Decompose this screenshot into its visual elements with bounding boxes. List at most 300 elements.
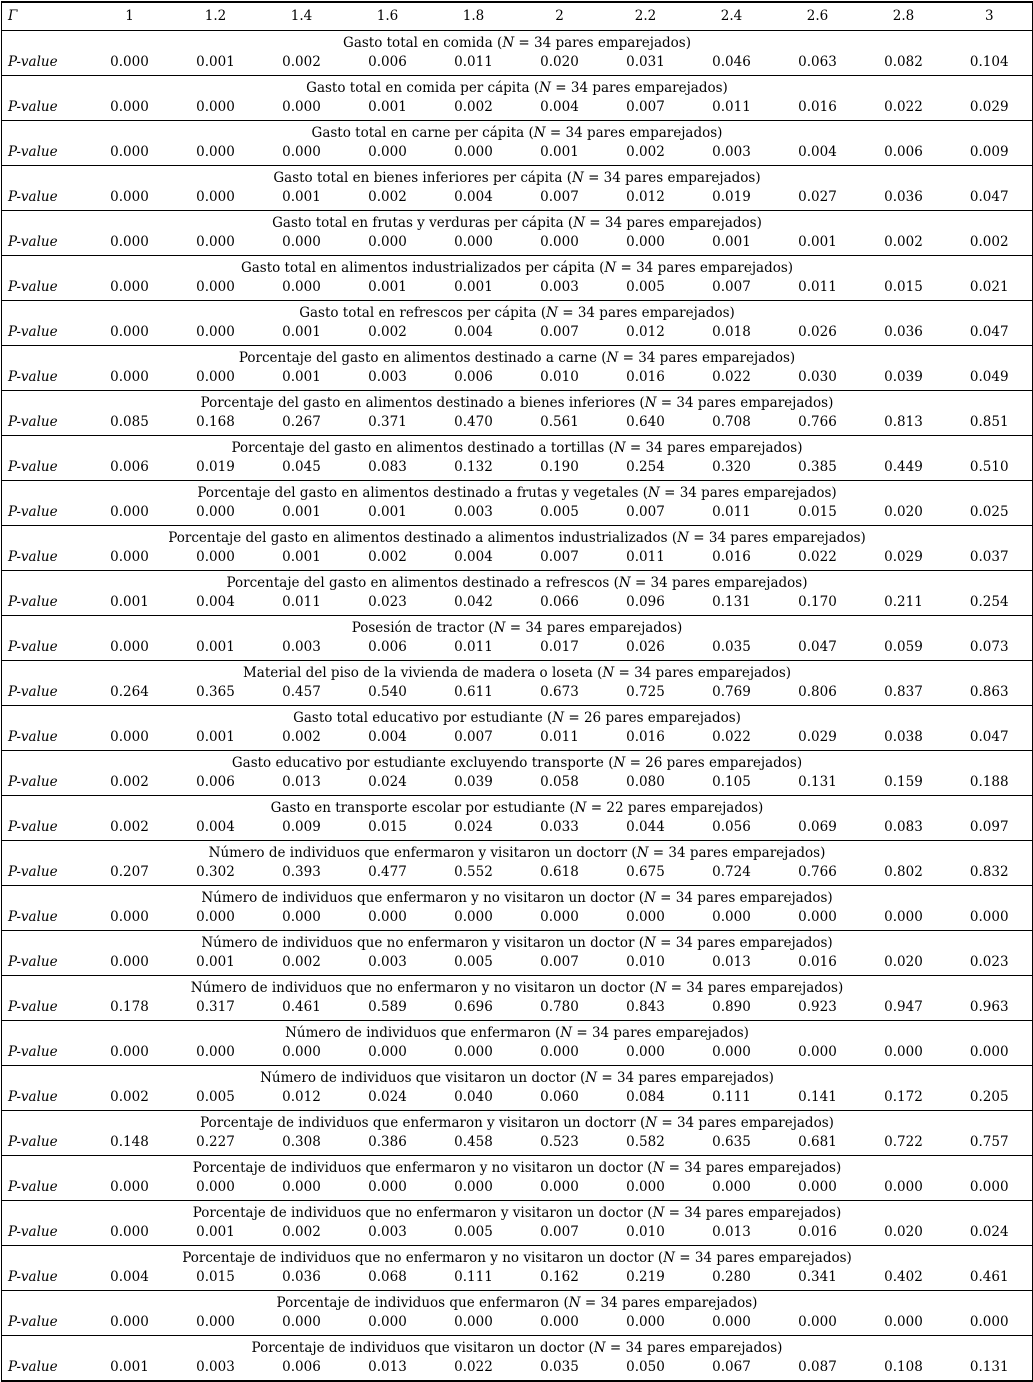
p-value-cell: 0.227 — [173, 1131, 259, 1156]
p-value-row — [2, 1086, 1033, 1111]
p-value-cell: 0.035 — [689, 636, 775, 661]
p-value-label: P-value — [2, 996, 87, 1021]
section-title-text: Gasto total en comida per cápita ( — [306, 80, 540, 96]
p-value-row — [2, 456, 1033, 481]
p-value-cell: 0.385 — [775, 456, 861, 481]
sample-size-symbol: N — [502, 35, 515, 51]
p-value-cell: 0.019 — [173, 456, 259, 481]
p-value-cell: 0.038 — [861, 726, 947, 751]
p-value-cell: 0.000 — [345, 231, 431, 256]
section-title — [2, 1156, 1033, 1177]
section-title — [2, 886, 1033, 907]
p-value-cell: 0.002 — [345, 321, 431, 346]
gamma-value: 1.4 — [259, 2, 345, 31]
p-value-cell: 0.000 — [173, 321, 259, 346]
section-title-text: Número de individuos que visitaron un doctor ( — [260, 1070, 586, 1086]
p-value-cell: 0.001 — [775, 231, 861, 256]
sample-size-symbol: N — [647, 485, 660, 501]
p-value-cell: 0.837 — [861, 681, 947, 706]
p-value-cell: 0.000 — [87, 51, 173, 76]
sample-size-text: = 34 pares emparejados) — [657, 1115, 834, 1131]
sample-size-text: = 34 pares emparejados) — [688, 530, 866, 546]
p-value-cell: 0.013 — [689, 1221, 775, 1246]
p-value-cell: 0.923 — [775, 996, 861, 1021]
p-value-cell: 0.111 — [689, 1086, 775, 1111]
p-value-cell: 0.010 — [603, 951, 689, 976]
p-value-cell: 0.016 — [603, 726, 689, 751]
p-value-cell: 0.019 — [689, 186, 775, 211]
p-value-cell: 0.003 — [259, 636, 345, 661]
sample-size-text: = 26 pares emparejados) — [625, 755, 803, 771]
p-value-cell: 0.000 — [775, 1311, 861, 1336]
p-value-cell: 0.205 — [947, 1086, 1033, 1111]
sample-size-text: = 34 pares emparejados) — [625, 440, 803, 456]
p-value-cell: 0.766 — [775, 411, 861, 436]
p-value-cell: 0.005 — [517, 501, 603, 526]
p-value-label: P-value — [2, 1176, 87, 1201]
p-value-cell: 0.589 — [345, 996, 431, 1021]
section-title-row — [2, 526, 1033, 547]
p-value-cell: 0.016 — [689, 546, 775, 571]
p-value-cell: 0.000 — [173, 1176, 259, 1201]
sample-size-text: = 34 pares emparejados) — [614, 665, 792, 681]
section-title — [2, 256, 1033, 277]
p-value-cell: 0.207 — [87, 861, 173, 886]
p-value-cell: 0.000 — [87, 501, 173, 526]
p-value-cell: 0.016 — [775, 96, 861, 121]
p-value-cell: 0.000 — [689, 1176, 775, 1201]
p-value-cell: 0.000 — [87, 546, 173, 571]
p-value-cell: 0.021 — [947, 276, 1033, 301]
sample-size-symbol: N — [573, 215, 586, 231]
p-value-cell: 0.832 — [947, 861, 1033, 886]
p-value-cell: 0.012 — [259, 1086, 345, 1111]
p-value-cell: 0.023 — [345, 591, 431, 616]
section-title — [2, 31, 1033, 52]
p-value-cell: 0.131 — [969, 1358, 1009, 1375]
p-value-row — [2, 771, 1033, 796]
gamma-value: 2 — [517, 2, 603, 31]
section-title — [2, 1021, 1033, 1042]
p-value-cell: 0.006 — [861, 141, 947, 166]
gamma-header: Γ — [2, 2, 87, 31]
sample-size-symbol: N — [574, 800, 587, 816]
section-title-text: Porcentaje de individuos que visitaron un doctor ( — [251, 1340, 594, 1356]
p-value-cell: 0.675 — [603, 861, 689, 886]
p-value-cell: 0.039 — [431, 771, 517, 796]
section-title-text: Gasto total en frutas y verduras per cápita ( — [272, 215, 574, 231]
p-value-cell: 0.769 — [689, 681, 775, 706]
p-value-cell: 0.001 — [689, 231, 775, 256]
p-value-cell: 0.000 — [87, 141, 173, 166]
p-value-cell: 0.007 — [517, 1221, 603, 1246]
section-title — [2, 346, 1033, 367]
section-title-text: Material del piso de la vivienda de madera o loseta ( — [242, 665, 603, 681]
section-title-row — [2, 256, 1033, 277]
sample-size-symbol: N — [613, 755, 626, 771]
p-value-cell: 0.006 — [431, 366, 517, 391]
section-title-text: Porcentaje del gasto en alimentos destinado a tortillas ( — [231, 440, 614, 456]
p-value-cell: 0.035 — [540, 1358, 579, 1375]
p-value-cell: 0.024 — [345, 771, 431, 796]
p-value-label: P-value — [2, 501, 87, 526]
section-title — [2, 976, 1033, 997]
p-value-cell: 0.000 — [345, 1041, 431, 1066]
p-value-cell: 0.000 — [947, 906, 1033, 931]
p-value-cell: 0.011 — [689, 501, 775, 526]
p-value-cell: 0.020 — [517, 51, 603, 76]
p-value-cell: 0.022 — [689, 726, 775, 751]
p-value-row — [2, 636, 1033, 661]
section-title-row — [2, 1111, 1033, 1132]
sample-size-text: = 34 pares emparejados) — [659, 485, 837, 501]
section-title — [2, 1111, 1033, 1132]
section-title-row — [2, 616, 1033, 637]
p-value-cell: 0.386 — [345, 1131, 431, 1156]
section-title — [2, 571, 1033, 592]
p-value-cell: 0.001 — [431, 276, 517, 301]
p-value-cell: 0.000 — [259, 96, 345, 121]
p-value-cell: 0.000 — [947, 1176, 1033, 1201]
p-value-cell: 0.000 — [603, 231, 689, 256]
p-value-cell: 0.947 — [861, 996, 947, 1021]
p-value-label: P-value — [2, 636, 87, 661]
p-value-cell: 0.016 — [603, 366, 689, 391]
p-value-row — [2, 321, 1033, 346]
section-title-row — [2, 121, 1033, 142]
p-value-row — [2, 1266, 1033, 1291]
p-value-cell: 0.056 — [689, 816, 775, 841]
p-value-cell: 0.015 — [775, 501, 861, 526]
p-value-cell: 0.766 — [775, 861, 861, 886]
section-title-row — [2, 1246, 1033, 1267]
p-value-cell: 0.020 — [861, 1221, 947, 1246]
p-value-cell: 0.725 — [603, 681, 689, 706]
p-value-label: P-value — [2, 141, 87, 166]
p-value-label: P-value — [2, 681, 87, 706]
p-value-cell: 0.082 — [861, 51, 947, 76]
p-value-cell: 0.000 — [517, 1311, 603, 1336]
p-value-cell: 0.000 — [775, 1176, 861, 1201]
p-value-cell: 0.063 — [775, 51, 861, 76]
p-value-cell: 0.013 — [259, 771, 345, 796]
p-value-cell: 0.011 — [431, 636, 517, 661]
p-value-cell: 0.084 — [603, 1086, 689, 1111]
p-value-label: P-value — [2, 546, 87, 571]
p-value-cell: 0.001 — [110, 1358, 149, 1375]
p-value-cell: 0.611 — [431, 681, 517, 706]
p-value-cell: 0.000 — [87, 186, 173, 211]
p-value-cell: 0.004 — [87, 1266, 173, 1291]
section-title-text: Porcentaje del gasto en alimentos destinado a frutas y vegetales ( — [197, 485, 648, 501]
p-value-row — [2, 1311, 1033, 1336]
sample-size-text: = 34 pares emparejados) — [505, 620, 683, 636]
p-value-cell: 0.267 — [259, 411, 345, 436]
p-value-cell: 0.000 — [517, 906, 603, 931]
p-value-cell: 0.000 — [431, 906, 517, 931]
section-title — [2, 931, 1033, 952]
sample-size-text: = 34 pares emparejados) — [550, 80, 728, 96]
p-value-row — [2, 906, 1033, 931]
p-value-cell: 0.029 — [775, 726, 861, 751]
p-value-cell: 0.000 — [345, 141, 431, 166]
section-title-text: Gasto total en carne per cápita ( — [311, 125, 534, 141]
p-value-cell: 0.015 — [173, 1266, 259, 1291]
p-value-cell: 0.001 — [87, 591, 173, 616]
sample-size-text: = 34 pares emparejados) — [583, 170, 761, 186]
p-value-cell: 0.000 — [861, 1041, 947, 1066]
p-value-cell: 0.131 — [775, 771, 861, 796]
p-value-row — [2, 501, 1033, 526]
sample-size-symbol: N — [602, 665, 615, 681]
p-value-cell: 0.022 — [775, 546, 861, 571]
sample-size-symbol: N — [533, 125, 546, 141]
p-value-cell: 0.005 — [173, 1086, 259, 1111]
p-value-cell: 0.132 — [431, 456, 517, 481]
p-value-cell: 0.582 — [603, 1131, 689, 1156]
p-value-cell: 0.000 — [87, 1176, 173, 1201]
section-title-row — [2, 706, 1033, 727]
p-value-cell: 0.085 — [87, 411, 173, 436]
p-value-cell: 0.017 — [517, 636, 603, 661]
p-value-cell: 0.365 — [173, 681, 259, 706]
sample-size-text: = 34 pares emparejados) — [630, 575, 808, 591]
p-value-cell: 0.036 — [861, 186, 947, 211]
sample-size-symbol: N — [606, 350, 619, 366]
sample-size-symbol: N — [652, 1205, 665, 1221]
p-value-cell: 0.000 — [87, 1041, 173, 1066]
section-title-row — [2, 796, 1033, 817]
section-title-row — [2, 436, 1033, 457]
p-value-cell: 0.000 — [87, 96, 173, 121]
p-value-cell: 0.042 — [431, 591, 517, 616]
p-value-cell: 0.449 — [861, 456, 947, 481]
section-title — [2, 211, 1033, 232]
p-value-cell: 0.040 — [431, 1086, 517, 1111]
p-value-cell: 0.264 — [87, 681, 173, 706]
section-title-text: Número de individuos que no enfermaron y visitaron un doctor ( — [201, 935, 645, 951]
p-value-cell: 0.458 — [431, 1131, 517, 1156]
section-title — [2, 796, 1033, 817]
p-value-cell: 0.724 — [689, 861, 775, 886]
p-value-cell: 0.047 — [947, 726, 1033, 751]
section-title — [2, 751, 1033, 772]
p-value-cell: 0.066 — [517, 591, 603, 616]
p-value-cell: 0.000 — [87, 951, 173, 976]
p-value-cell: 0.159 — [861, 771, 947, 796]
p-value-cell: 0.003 — [345, 1221, 431, 1246]
p-value-cell: 0.168 — [173, 411, 259, 436]
p-value-label: P-value — [2, 366, 87, 391]
table-body — [2, 2, 1033, 1381]
p-value-label: P-value — [2, 1221, 87, 1246]
p-value-cell: 0.046 — [689, 51, 775, 76]
p-value-cell: 0.000 — [689, 906, 775, 931]
sample-size-symbol: N — [636, 845, 649, 861]
p-value-cell: 0.004 — [173, 591, 259, 616]
p-value-cell: 0.001 — [259, 546, 345, 571]
section-title-row — [2, 1201, 1033, 1222]
p-value-cell: 0.148 — [87, 1131, 173, 1156]
p-value-cell: 0.047 — [947, 186, 1033, 211]
p-value-row — [2, 861, 1033, 886]
p-value-cell: 0.002 — [345, 546, 431, 571]
p-value-cell: 0.007 — [603, 96, 689, 121]
p-value-cell: 0.000 — [173, 186, 259, 211]
p-value-row — [2, 186, 1033, 211]
p-value-cell: 0.963 — [947, 996, 1033, 1021]
p-value-cell: 0.000 — [173, 501, 259, 526]
p-value-cell: 0.190 — [517, 456, 603, 481]
section-title-row — [2, 1066, 1033, 1087]
section-title-text: Porcentaje del gasto en alimentos destinado a carne ( — [238, 350, 607, 366]
sample-size-symbol: N — [539, 80, 551, 96]
p-value-cell: 0.047 — [947, 321, 1033, 346]
p-value-cell: 0.105 — [689, 771, 775, 796]
p-value-cell: 0.083 — [345, 456, 431, 481]
p-value-cell: 0.162 — [517, 1266, 603, 1291]
section-title-row — [2, 166, 1033, 187]
p-value-cell: 0.000 — [173, 96, 259, 121]
p-value-cell: 0.087 — [798, 1358, 837, 1375]
p-value-cell: 0.001 — [259, 366, 345, 391]
p-value-cell: 0.000 — [947, 1311, 1033, 1336]
sample-size-text: = 34 pares emparejados) — [618, 350, 796, 366]
section-title-row — [2, 931, 1033, 952]
p-value-cell: 0.049 — [947, 366, 1033, 391]
section-title-text: Porcentaje del gasto en alimentos destinado a alimentos industrializados ( — [168, 530, 678, 546]
p-value-cell: 0.561 — [517, 411, 603, 436]
section-title-text: Porcentaje de individuos que enfermaron ( — [276, 1295, 569, 1311]
gamma-value: 3 — [947, 2, 1033, 31]
p-value-cell: 0.022 — [861, 96, 947, 121]
p-value-row — [2, 951, 1033, 976]
sample-size-symbol: N — [613, 440, 626, 456]
p-value-cell: 0.000 — [603, 1311, 689, 1336]
section-title-text: Porcentaje de individuos que no enfermaron y no visitaron un doctor ( — [182, 1250, 664, 1266]
p-value-cell: 0.000 — [431, 1311, 517, 1336]
p-value-cell: 0.039 — [861, 366, 947, 391]
section-title — [2, 481, 1033, 502]
p-value-cell: 0.006 — [345, 51, 431, 76]
p-value-cell: 0.004 — [517, 96, 603, 121]
p-value-cell: 0.000 — [87, 726, 173, 751]
section-title — [2, 121, 1033, 142]
section-title — [2, 1291, 1033, 1312]
p-value-cell: 0.011 — [603, 546, 689, 571]
p-value-row — [2, 1221, 1033, 1246]
p-value-cell: 0.393 — [259, 861, 345, 886]
p-value-cell: 0.058 — [517, 771, 603, 796]
gamma-value: 1.2 — [173, 2, 259, 31]
p-value-cell: 0.001 — [259, 321, 345, 346]
sample-size-symbol: N — [546, 305, 558, 321]
p-value-cell: 0.015 — [345, 816, 431, 841]
p-value-cell: 0.000 — [689, 1041, 775, 1066]
p-value-cell: 0.004 — [431, 321, 517, 346]
section-title-text: Número de individuos que enfermaron ( — [285, 1025, 561, 1041]
gamma-value: 2.4 — [689, 2, 775, 31]
sample-size-symbol: N — [493, 620, 506, 636]
section-title-text: Gasto total en comida ( — [343, 35, 503, 51]
sample-size-symbol: N — [644, 935, 656, 951]
sample-size-text: = 22 pares emparejados) — [586, 800, 764, 816]
sample-size-symbol: N — [604, 260, 617, 276]
p-value-cell: 0.007 — [517, 546, 603, 571]
p-value-cell: 0.007 — [689, 276, 775, 301]
section-title — [2, 661, 1033, 682]
p-value-cell: 0.000 — [861, 1311, 947, 1336]
header-row — [2, 2, 1033, 31]
p-value-row — [2, 411, 1033, 436]
p-value-cell: 0.402 — [861, 1266, 947, 1291]
p-value-cell: 0.000 — [259, 276, 345, 301]
section-title-row — [2, 211, 1033, 232]
section-title-text: Gasto total en alimentos industrializados per cápita ( — [240, 260, 605, 276]
p-value-cell: 0.006 — [282, 1358, 321, 1375]
section-title-text: Gasto en transporte escolar por estudiante ( — [270, 800, 575, 816]
p-value-cell: 0.635 — [689, 1131, 775, 1156]
p-value-cell: 0.010 — [517, 366, 603, 391]
gamma-value: 1 — [87, 2, 173, 31]
section-title-row — [2, 661, 1033, 682]
p-value-cell: 0.020 — [861, 951, 947, 976]
p-value-cell: 0.851 — [947, 411, 1033, 436]
section-title-row — [2, 751, 1033, 772]
p-value-label: P-value — [8, 1358, 58, 1375]
p-value-cell: 0.254 — [603, 456, 689, 481]
section-title-row — [2, 31, 1033, 52]
sample-size-text: = 34 pares emparejados) — [585, 215, 762, 231]
p-value-cell: 0.060 — [517, 1086, 603, 1111]
p-value-cell: 0.141 — [775, 1086, 861, 1111]
sample-size-text: = 34 pares emparejados) — [656, 395, 834, 411]
sensitivity-table — [1, 1, 1033, 1382]
p-value-label: P-value — [2, 96, 87, 121]
sample-size-text: = 34 pares emparejados) — [514, 35, 691, 51]
p-value-cell: 0.320 — [689, 456, 775, 481]
sample-size-text: = 34 pares emparejados) — [572, 1025, 749, 1041]
p-value-cell: 0.000 — [431, 141, 517, 166]
p-value-label: P-value — [2, 861, 87, 886]
p-value-label: P-value — [2, 726, 87, 751]
p-value-cell: 0.016 — [775, 1221, 861, 1246]
p-value-cell: 0.890 — [689, 996, 775, 1021]
p-value-cell: 0.002 — [861, 231, 947, 256]
p-value-cell: 0.000 — [173, 906, 259, 931]
p-value-row — [2, 96, 1033, 121]
section-title-text: Porcentaje de individuos que enfermaron y visitaron un doctorr ( — [200, 1115, 646, 1131]
gamma-value: 1.6 — [345, 2, 431, 31]
p-value-cell: 0.000 — [431, 1041, 517, 1066]
p-value-cell: 0.000 — [345, 1176, 431, 1201]
p-value-cell: 0.000 — [431, 231, 517, 256]
gamma-value: 2.6 — [775, 2, 861, 31]
sample-size-symbol: N — [552, 710, 565, 726]
section-title-text: Porcentaje de individuos que enfermaron y no visitaron un doctor ( — [192, 1160, 653, 1176]
p-value-label: P-value — [2, 906, 87, 931]
p-value-cell: 0.002 — [259, 1221, 345, 1246]
p-value-cell: 0.457 — [259, 681, 345, 706]
p-value-cell: 0.470 — [431, 411, 517, 436]
p-value-cell: 0.104 — [947, 51, 1033, 76]
p-value-cell: 0.030 — [775, 366, 861, 391]
p-value-cell: 0.843 — [603, 996, 689, 1021]
section-title — [2, 1336, 1033, 1357]
p-value-label: P-value — [2, 771, 87, 796]
p-value-cell: 0.013 — [689, 951, 775, 976]
p-value-cell: 0.007 — [603, 501, 689, 526]
